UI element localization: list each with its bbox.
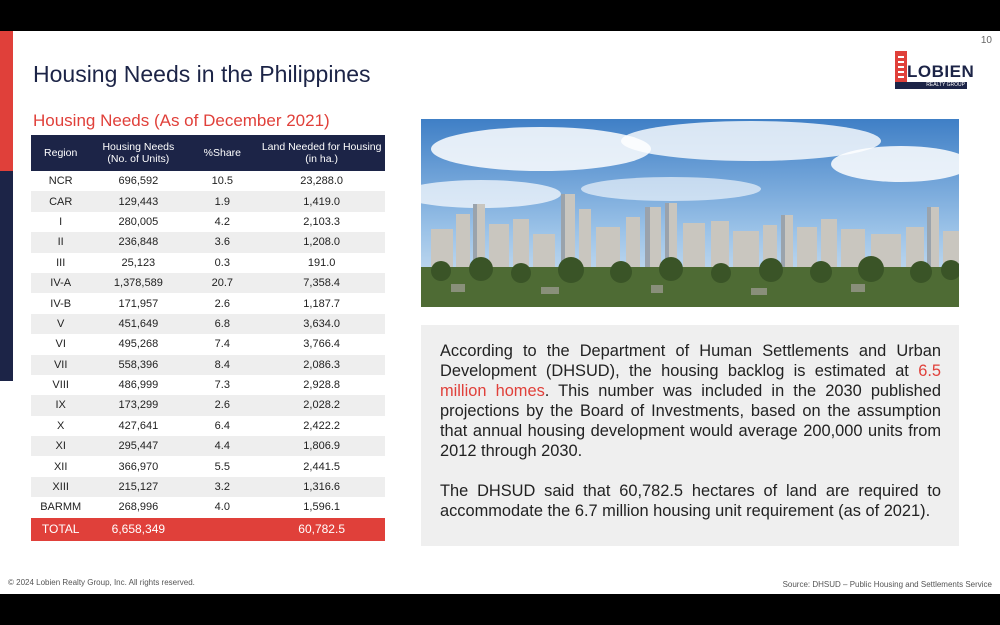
column-header: %Share <box>186 135 258 171</box>
table-cell: 236,848 <box>90 232 186 252</box>
page-number: 10 <box>980 35 992 46</box>
table-cell: 4.4 <box>186 436 258 456</box>
table-total-row <box>31 518 385 541</box>
column-header: Region <box>31 135 90 171</box>
table-row <box>31 416 385 436</box>
table-cell: III <box>56 256 66 269</box>
table-cell: 129,443 <box>90 191 186 211</box>
table-cell: 2,441.5 <box>303 460 340 473</box>
table-cell: 7,358.4 <box>258 273 385 293</box>
table-cell: 7.3 <box>214 379 230 392</box>
table-cell: CAR <box>31 191 90 211</box>
table-cell: 558,396 <box>90 355 186 375</box>
table-row <box>31 293 385 313</box>
table-cell: 268,996 <box>118 501 159 514</box>
total-cell: 6,658,349 <box>90 518 186 541</box>
table-cell: 8.4 <box>186 355 258 375</box>
table-cell: 451,649 <box>90 314 186 334</box>
total-cell <box>186 518 258 541</box>
city-skyline-photo <box>421 119 959 307</box>
table-cell: 4.2 <box>214 215 230 228</box>
table-cell: 3.2 <box>186 477 258 497</box>
total-cell: 60,782.5 <box>258 518 385 541</box>
table-row <box>31 232 385 252</box>
table-cell: XII <box>53 460 68 473</box>
table-row <box>31 171 385 191</box>
table-cell: 295,447 <box>90 436 186 456</box>
highlight-text: 6.5 million homes <box>440 362 941 400</box>
table-cell: 6.4 <box>214 419 230 432</box>
logo-name: LOBIEN <box>907 62 975 81</box>
table-cell: 215,127 <box>90 477 186 497</box>
table-cell: 2,028.2 <box>258 395 385 415</box>
table-cell: 1,316.6 <box>258 477 385 497</box>
table-cell: XI <box>31 436 90 456</box>
table-cell: VI <box>55 338 66 351</box>
table-cell: IV-B <box>50 297 72 310</box>
table-cell: 1,419.0 <box>258 191 385 211</box>
table-cell: XIII <box>31 477 90 497</box>
building-icon <box>895 51 907 85</box>
table-cell: 280,005 <box>118 215 159 228</box>
paragraph-backlog <box>440 341 941 461</box>
table-row <box>31 314 385 334</box>
table-cell: 4.0 <box>214 501 230 514</box>
table-cell: 3,766.4 <box>303 338 340 351</box>
table-row <box>31 334 385 354</box>
source-footer: Source: DHSUD – Public Housing and Settlements Service <box>782 580 992 589</box>
table-cell: VII <box>31 355 90 375</box>
table-cell: 0.3 <box>214 256 230 269</box>
table-cell: 3.6 <box>186 232 258 252</box>
table-cell: 23,288.0 <box>300 175 344 188</box>
table-cell: 1,596.1 <box>303 501 340 514</box>
paragraph-text: . This number was included in the 2030 published projections by the Board of Investments, based on the assumption that annual housing development would average 200,000 units from 2012 through 2030. <box>440 382 941 460</box>
backlog-text-box <box>421 325 959 546</box>
table-cell: 3,634.0 <box>258 314 385 334</box>
table-cell: 1,208.0 <box>258 232 385 252</box>
total-cell: TOTAL <box>31 518 90 541</box>
table-row <box>31 436 385 456</box>
table-cell: 495,268 <box>118 338 159 351</box>
table-cell: 191.0 <box>307 256 336 269</box>
table-row <box>31 456 385 476</box>
paragraph-text: According to the Department of Human Settlements and Urban Development (DHSUD), the housing backlog is estimated at <box>440 342 941 380</box>
table-cell: 5.5 <box>214 460 230 473</box>
table-cell: V <box>31 314 90 334</box>
table-cell: 486,999 <box>118 379 159 392</box>
company-logo <box>893 51 975 91</box>
table-cell: I <box>59 215 63 228</box>
table-row <box>31 355 385 375</box>
accent-bar-navy <box>0 171 13 381</box>
table-cell: 25,123 <box>121 256 156 269</box>
table-cell: 1,806.9 <box>258 436 385 456</box>
page-title: Housing Needs in the Philippines <box>33 61 371 87</box>
column-header: Housing Needs (No. of Units) <box>90 135 186 171</box>
table-cell: 10.5 <box>211 175 234 188</box>
table-row <box>31 477 385 497</box>
table-cell: 1,378,589 <box>90 273 186 293</box>
table-cell: NCR <box>48 175 73 188</box>
table-cell: 1.9 <box>186 191 258 211</box>
table-cell: 173,299 <box>90 395 186 415</box>
column-header: Land Needed for Housing (in ha.) <box>258 135 385 171</box>
table-cell: 1,187.7 <box>303 297 340 310</box>
table-row <box>31 395 385 415</box>
table-cell: 427,641 <box>118 419 159 432</box>
table-cell: 2,422.2 <box>303 419 340 432</box>
table-cell: 2.6 <box>186 395 258 415</box>
table-header-row <box>31 135 385 171</box>
table-cell: 2,086.3 <box>258 355 385 375</box>
section-subtitle: Housing Needs (As of December 2021) <box>33 111 330 130</box>
table-cell: 366,970 <box>118 460 159 473</box>
table-row <box>31 191 385 211</box>
accent-bar-red <box>0 31 13 171</box>
table-cell: II <box>31 232 90 252</box>
table-cell: 696,592 <box>118 175 159 188</box>
table-cell: BARMM <box>40 501 82 514</box>
table-row <box>31 375 385 395</box>
table-row <box>31 253 385 273</box>
copyright-footer: © 2024 Lobien Realty Group, Inc. All rights reserved. <box>8 578 195 587</box>
table-cell: 6.8 <box>186 314 258 334</box>
table-cell: 20.7 <box>186 273 258 293</box>
table-cell: 2,928.8 <box>303 379 340 392</box>
housing-needs-table <box>31 135 385 541</box>
table-cell: IV-A <box>31 273 90 293</box>
table-cell: IX <box>31 395 90 415</box>
slide <box>0 31 1000 594</box>
table-cell: 7.4 <box>214 338 230 351</box>
table-row <box>31 212 385 232</box>
table-cell: 2.6 <box>214 297 230 310</box>
table-row <box>31 273 385 293</box>
table-cell: 171,957 <box>118 297 159 310</box>
paragraph-land: The DHSUD said that 60,782.5 hectares of land are required to accommodate the 6.7 million housing unit requirement (as of 2021). <box>440 482 941 520</box>
table-cell: X <box>57 419 65 432</box>
table-row <box>31 497 385 517</box>
logo-tagline: REALTY GROUP <box>895 82 967 89</box>
table-cell: VIII <box>52 379 69 392</box>
table-cell: 2,103.3 <box>303 215 340 228</box>
